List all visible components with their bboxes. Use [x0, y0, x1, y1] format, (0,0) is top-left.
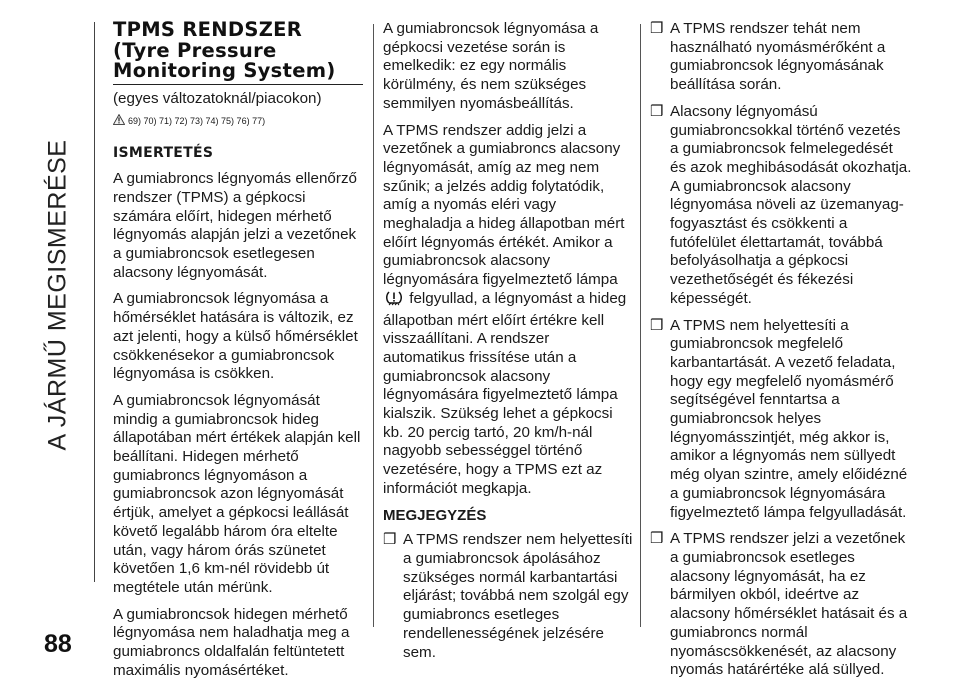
checkbox-bullet-icon: ❒ [650, 20, 664, 37]
title-underline [113, 84, 363, 85]
bullet-text: A TPMS rendszer tehát nem használható nyomásmérőként a gumiabroncsok légnyomásának beállítása során. [670, 20, 886, 94]
column-divider-1 [373, 24, 374, 627]
section-title [113, 20, 365, 82]
column-divider-2 [640, 24, 641, 627]
page-number: 88 [44, 630, 72, 658]
references-text: 69) 70) 71) 72) 73) 74) 75) 76) 77) [128, 116, 266, 127]
checkbox-bullet-icon: ❒ [650, 316, 664, 334]
paragraph-text: felgyullad, a légnyomást a hideg állapotban mért előírt értékre kell visszaállítani. A rendszer automatikus frissítése után a gumiabroncsok alacsony légnyomására figyelmeztető lámpa kialszik. Szükség lehet a gépkocsi kb. 20 percig tartó, 20 km/h-nál nagyobb sebességgel történő vezetésére, hogy a TPMS ezt az információt megkapja. [383, 289, 627, 497]
bullet-text: A TPMS nem helyettesíti a gumiabroncsok megfelelő karbantartását. A vezető feladata, hogy egy megfelelő nyomásmérő segítségével fenntartsa a gumiabroncsok helyes légnyomásszintjét, még akkor is, amikor a légnyomás nem süllyedt még olyan szintre, amely előidézné a gumiabroncsok légnyomására figyelmeztető lámpa felgyulladását. [670, 316, 908, 521]
bullet-item [383, 531, 633, 662]
note-heading: MEGJEGYZÉS [383, 506, 487, 524]
side-section-title: A JÁRMŰ MEGISMERÉSE [43, 139, 72, 451]
side-divider [94, 22, 95, 582]
paragraph: A gumiabroncsok légnyomását mindig a gumiabroncsok hideg állapotában mért értékek alapján kell beállítani. Hidegen mérhető gumiabroncs légnyomáson a gumiabroncsok azon légnyomását értjük, amelyet a gépkocsi leállását követő legalább három óra eltelte után, vagy három órás szünetet követően 1,6 km-nél rövidebb út megtétele után mérünk. [113, 391, 361, 596]
column-1 [113, 20, 365, 686]
column-2 [383, 20, 633, 670]
section-title-line: TPMS RENDSZER [113, 18, 303, 41]
bullet-item [650, 530, 912, 680]
checkbox-bullet-icon: ❒ [383, 531, 397, 549]
bullet-text: Alacsony légnyomású gumiabroncsokkal történő vezetés a gumiabroncsok felmelegedését és azok meghibásodását okozhatja. A gumiabroncsok alacsony légnyomása növeli az üzemanyag-fogyasztást és csökkenti a futófelület élettartamát, továbbá befolyásolhatja a gépkocsi vezethetőségét és fékezési képességét. [670, 102, 912, 307]
column-3 [650, 20, 912, 686]
paragraph-text: A TPMS rendszer addig jelzi a vezetőnek a gumiabroncs alacsony légnyomását, amíg az meg nem szűnik; a jelzés addig folytatódik, amíg a nyomás eléri vagy meghaladja a hideg állapotban mért előírt légnyomás értékét. Amikor a gumiabroncsok alacsony légnyomására figyelmeztető lámpa [383, 121, 625, 289]
bullet-text: A TPMS rendszer nem helyettesíti a gumiabroncsok ápolásához szükséges normál karbantartási eljárást; továbbá nem szolgál egy gumiabroncs esetleges rendellenességének jelzésére sem. [403, 531, 633, 661]
warning-triangle-icon [113, 114, 125, 129]
section-subtitle: (egyes változatoknál/piacokon) [113, 89, 322, 107]
tyre-pressure-lamp-icon [385, 290, 403, 312]
section-title-line: Monitoring System) [113, 59, 336, 82]
bullet-text: A TPMS rendszer jelzi a vezetőnek a gumiabroncsok esetleges alacsony légnyomását, ha ez bármilyen okból, ideértve az alacsony hőmérséklet hatásait és a gumiabroncs normál nyomáscsökkenését, az alacsony nyomás határértéke alá süllyed. [670, 530, 908, 679]
subsection-heading: ISMERTETÉS [113, 145, 214, 162]
paragraph-with-lamp [383, 122, 633, 499]
paragraph: A gumiabroncs légnyomás ellenőrző rendszer (TPMS) a gépkocsi számára előírt, hidegen mérhető légnyomás alapján jelzi a vezetőnek a gumiabroncsok esetlegesen alacsony légnyomását. [113, 170, 357, 281]
section-title-line: (Tyre Pressure [113, 38, 277, 62]
paragraph: A gumiabroncsok hidegen mérhető légnyomása nem haladhatja meg a gumiabroncs oldalfalán feltüntetett maximális nyomásértéket. [113, 605, 350, 679]
checkbox-bullet-icon: ❒ [650, 530, 664, 548]
paragraph: A gumiabroncsok légnyomása a gépkocsi vezetése során is emelkedik: ez egy normális körülmény, és nem szükséges semmilyen nyomásbeállítás. [383, 20, 599, 112]
checkbox-bullet-icon: ❒ [650, 102, 664, 120]
bullet-item [650, 20, 912, 95]
warning-references [113, 114, 365, 129]
paragraph: A gumiabroncsok légnyomása a hőmérséklet hatására is változik, ez azt jelenti, hogy a külső hőmérséklet csökkenésekor a gumiabroncsok légnyomása is csökken. [113, 290, 358, 383]
bullet-item [650, 103, 912, 309]
bullet-item [650, 317, 912, 523]
